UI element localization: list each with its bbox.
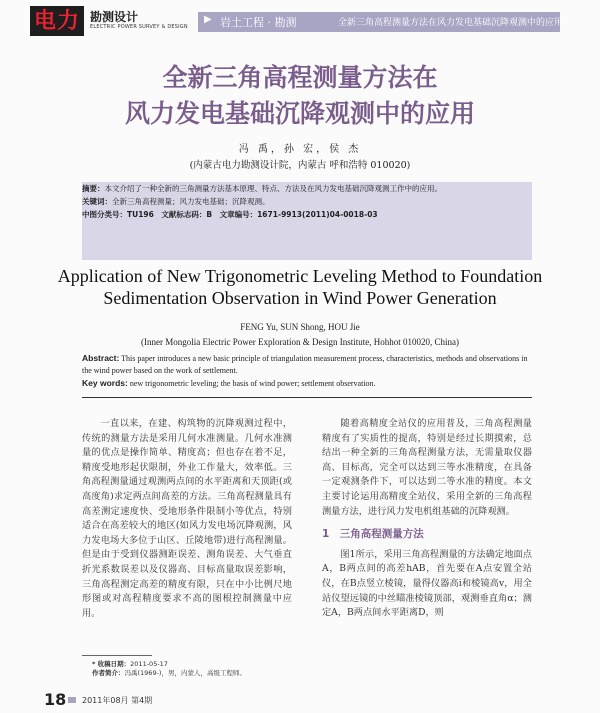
title-en-line2: Sedimentation Observation in Wind Power Generation	[103, 288, 497, 308]
page-number: 18	[44, 690, 67, 709]
authors-en: FENG Yu, SUN Shong, HOU Jie	[240, 322, 360, 332]
journal-logo: 电力	[30, 6, 84, 36]
intro-paragraph: 一直以来，在建、构筑物的沉降观测过程中，传统的测量方法是采用几何水准测量。几何水准测量的优点是操作简单、精度高；但也存在着不足，精度受地形起伏限制，外业工作量大，效率低。三角高程测量通过观测两点间的水平距离和天顶距(或高度角)求定两点间高差的方法。三角高程测量具有高差测定速度快、受地形条件限制小等优点，特别适合在高差较大的地区(如风力发电场沉降观测，风力发电场大多位于山区、丘陵地带)进行高程测量。但是由于受到仪器测距误差、测角误差、大气垂直折光系数误差以及仪器高、目标高量取误差影响，三角高程测定高差的精度有限，只在中小比例尺地形图或对高程精度要求不高的图根控制测量中应用。	[82, 418, 292, 619]
author-bio: 冯禹(1969-)，男，内蒙人，高级工程师。	[124, 669, 246, 677]
page-header	[30, 6, 564, 36]
received-date: 2011-05-17	[130, 660, 168, 668]
journal-name-en: ELECTRIC POWER SURVEY & DESIGN	[90, 24, 188, 30]
section-label: 岩土工程 · 勘测	[220, 16, 297, 29]
abstract-cn	[82, 182, 532, 195]
triangle-right-icon: ▶	[204, 14, 212, 25]
abstract-cn-label: 摘要：	[82, 184, 105, 193]
keywords-en-label: Key words:	[82, 378, 128, 388]
classification-line: 中图分类号：TU196 文献标志码：B 文章编号：1671-9913(2011)04-0018-03	[82, 210, 378, 219]
title-cn-line1: 全新三角高程测量方法在	[162, 63, 438, 92]
affiliation-en: (Inner Mongolia Electric Power Exploration & Design Institute, Hohhot 010020, China)	[141, 337, 459, 347]
abstract-en-text: This paper introduces a new basic principle of triangulation measurement process, characteristics, methods and observations in the wind power based on the work of settlement.	[82, 354, 528, 375]
header-bar	[198, 12, 564, 32]
affiliation-cn: (内蒙古电力勘测设计院，内蒙古 呼和浩特 010020)	[189, 160, 411, 171]
abstract-en-label: Abstract:	[82, 353, 120, 363]
authors-cn: 冯 禹，孙 宏，侯 杰	[238, 144, 362, 155]
section-1-heading: 1 三角高程测量方法	[322, 528, 424, 541]
abstract-cn-box	[82, 182, 532, 260]
intro-paragraph-2: 随着高精度全站仪的应用普及，三角高程测量精度有了实质性的提高，特别是经过长期摸索，总结出一种全新的三角高程测量方法，无需量取仪器高、目标高，完全可以达到三等水准精度，在具备一定观测条件下，可以达到二等水准的精度。本文主要讨论运用高精度全站仪，采用全新的三角高程测量方法，进行风力发电机组基础的沉降观测。	[322, 418, 532, 517]
abstract-en	[82, 352, 532, 377]
abstract-divider	[82, 397, 532, 398]
abstract-en-block	[82, 352, 532, 390]
journal-name-cn: 勘测设计	[90, 10, 139, 24]
running-title: 全新三角高程测量方法在风力发电基础沉降观测中的应用	[338, 18, 564, 28]
keywords-cn	[82, 195, 532, 208]
footnote-author	[92, 668, 246, 677]
title-en-line1: Application of New Trigonometric Leveling Method to Foundation	[57, 266, 543, 286]
body-column-left	[82, 417, 292, 621]
keywords-cn-text: 全新三角高程测量；风力发电基础；沉降观测。	[112, 197, 270, 206]
keywords-en	[82, 377, 532, 390]
keywords-cn-label: 关键词：	[82, 197, 112, 206]
abstract-cn-text: 本文介绍了一种全新的三角测量方法基本原理、特点、方法及在风力发电基础沉降观测工作中的应用。	[104, 184, 442, 193]
page-marker	[68, 697, 76, 703]
body-column-right	[322, 417, 532, 621]
issue-label: 2011年08月 第4期	[82, 696, 153, 705]
received-label: * 收稿日期：	[92, 660, 131, 668]
keywords-en-text: new trigonometric leveling; the basis of wind power; settlement observation.	[129, 379, 376, 388]
section-1-paragraph: 图1所示，采用三角高程测量的方法确定地面点A，B两点间的高差hAB，首先要在A点安置全站仪，在B点竖立棱镜，量得仪器高i和棱镜高v，用全站仪望远镜的中丝瞄准棱镜顶部，观测垂直角α；测定A，B两点间水平距离D，则	[322, 548, 532, 619]
title-cn-line2: 风力发电基础沉降观测中的应用	[124, 99, 475, 128]
footnote-rule	[82, 655, 152, 656]
author-bio-label: 作者简介：	[92, 669, 125, 677]
footnote-received	[92, 659, 168, 668]
